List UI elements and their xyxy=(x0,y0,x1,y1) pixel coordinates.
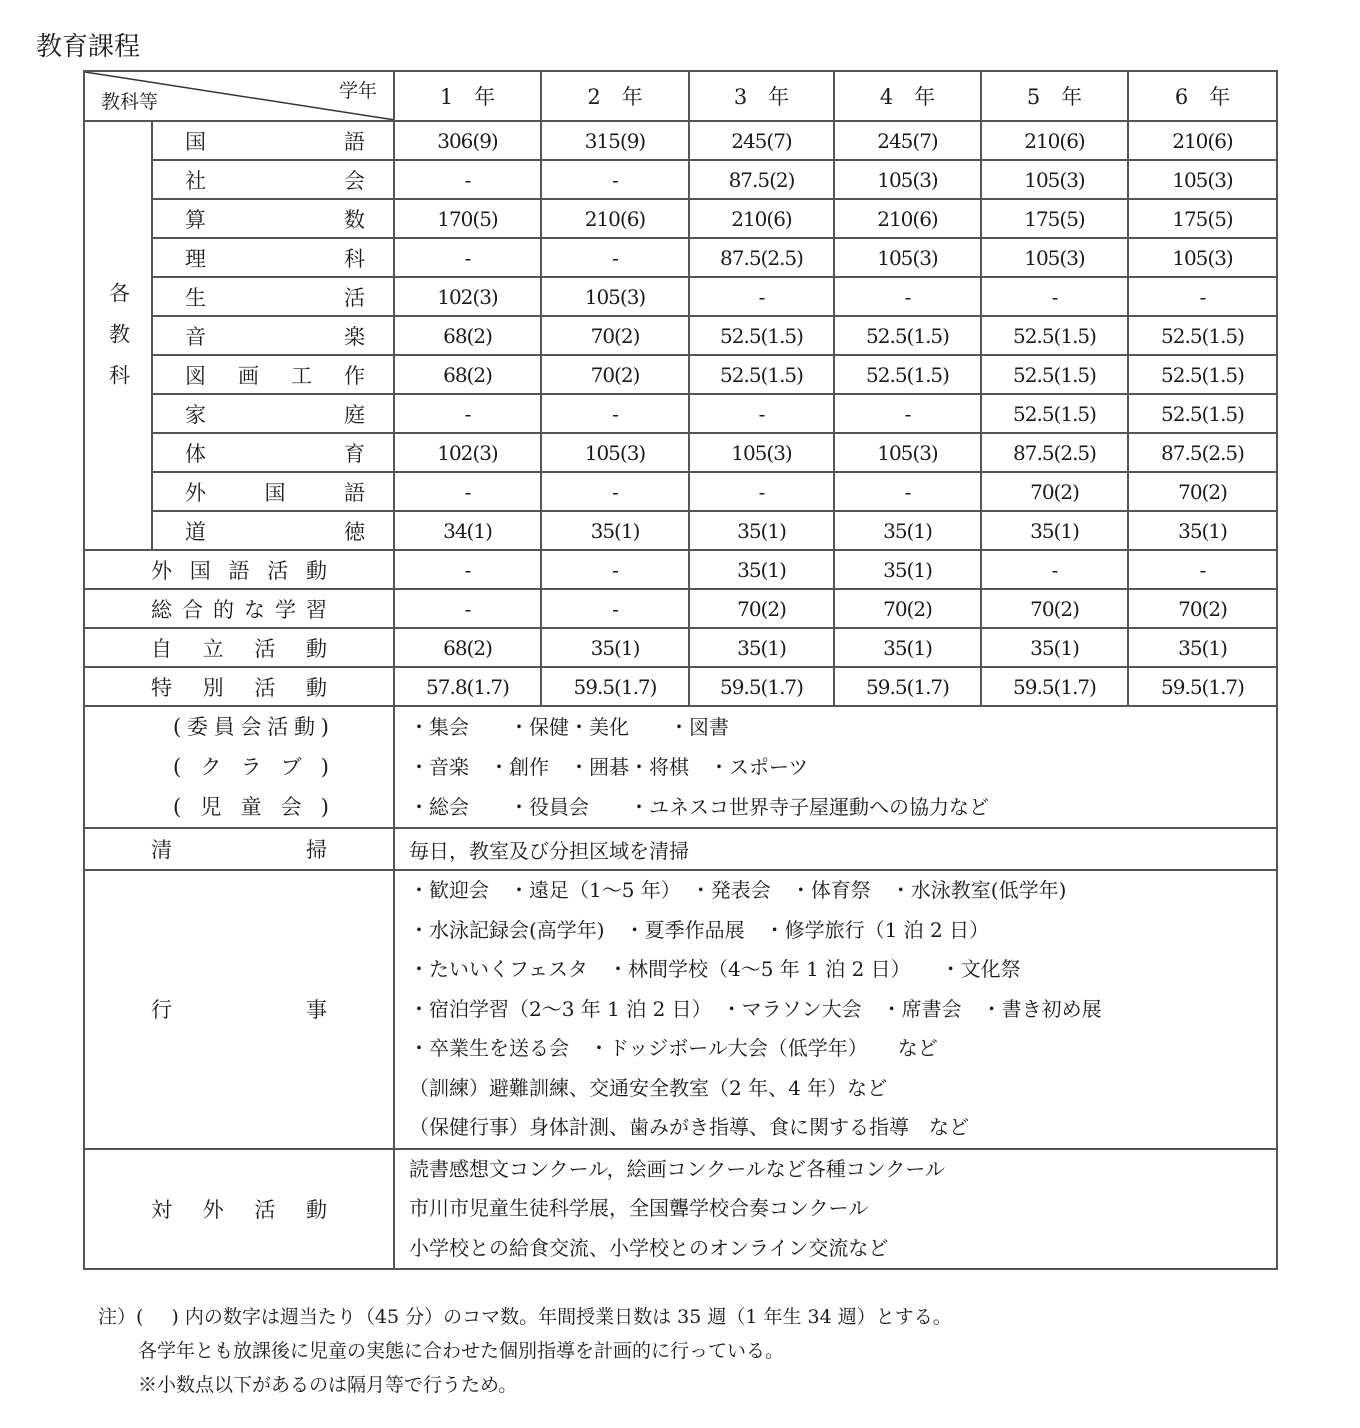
hours-cell: 35(1) xyxy=(689,550,834,589)
hours-cell: 35(1) xyxy=(1128,511,1277,550)
table-row xyxy=(84,628,1277,667)
external-activities-row-name: 対外活動 xyxy=(84,1149,394,1270)
hours-cell: 52.5(1.5) xyxy=(981,394,1128,433)
hours-cell: 87.5(2) xyxy=(689,160,834,199)
footnotes xyxy=(98,1300,952,1402)
hours-cell: 59.5(1.7) xyxy=(689,667,834,706)
hours-cell: 175(5) xyxy=(1128,199,1277,238)
hours-cell: - xyxy=(689,394,834,433)
hours-cell: - xyxy=(394,160,541,199)
hours-cell: 52.5(1.5) xyxy=(689,316,834,355)
hours-cell: 105(3) xyxy=(981,238,1128,277)
grade-header: 2 年 xyxy=(541,71,689,121)
subject-name: 国語 xyxy=(152,121,394,160)
hours-cell: 105(3) xyxy=(689,433,834,472)
hours-cell: 210(6) xyxy=(1128,121,1277,160)
events-row xyxy=(84,870,1277,1149)
hours-cell: 52.5(1.5) xyxy=(981,316,1128,355)
events-row-line: ・歓迎会 ・遠足（1～5 年） ・発表会 ・体育祭 ・水泳教室(低学年) xyxy=(409,878,1067,902)
hours-cell: 35(1) xyxy=(689,628,834,667)
grade-header: 6 年 xyxy=(1128,71,1277,121)
hours-cell: 87.5(2.5) xyxy=(689,238,834,277)
hours-cell: 57.8(1.7) xyxy=(394,667,541,706)
table-row xyxy=(84,433,1277,472)
hours-cell: 70(2) xyxy=(541,355,689,394)
grade-header: 1 年 xyxy=(394,71,541,121)
table-row xyxy=(84,355,1277,394)
hours-cell: 34(1) xyxy=(394,511,541,550)
events-row-line: ・卒業生を送る会 ・ドッジボール大会（低学年） など xyxy=(409,1036,938,1060)
subject-name: 算数 xyxy=(152,199,394,238)
hours-cell: 52.5(1.5) xyxy=(834,355,981,394)
hours-cell: 105(3) xyxy=(1128,160,1277,199)
hours-cell: 52.5(1.5) xyxy=(834,316,981,355)
hours-cell: 306(9) xyxy=(394,121,541,160)
hours-cell: 70(2) xyxy=(981,589,1128,628)
hours-cell: 70(2) xyxy=(689,589,834,628)
hours-cell: 70(2) xyxy=(834,589,981,628)
hours-cell: - xyxy=(394,472,541,511)
hours-cell: - xyxy=(689,472,834,511)
hours-cell: 52.5(1.5) xyxy=(689,355,834,394)
table-row xyxy=(84,472,1277,511)
subject-name: 図画工作 xyxy=(152,355,394,394)
hours-cell: 102(3) xyxy=(394,433,541,472)
table-row xyxy=(84,277,1277,316)
table-row xyxy=(84,160,1277,199)
table-row xyxy=(84,589,1277,628)
header-row xyxy=(84,71,1277,121)
table-row xyxy=(84,667,1277,706)
hours-cell: 68(2) xyxy=(394,355,541,394)
footnote-line: ※小数点以下があるのは隔月等で行うため。 xyxy=(138,1374,518,1396)
hours-cell: 70(2) xyxy=(1128,472,1277,511)
hours-cell: 210(6) xyxy=(834,199,981,238)
hours-cell: - xyxy=(834,277,981,316)
hours-cell: 59.5(1.7) xyxy=(1128,667,1277,706)
grade-header: 5 年 xyxy=(981,71,1128,121)
external-activities-row-line: 市川市児童生徒科学展，全国聾学校合奏コンクール xyxy=(409,1196,869,1220)
grade-header: 3 年 xyxy=(689,71,834,121)
hours-cell: - xyxy=(981,550,1128,589)
activity-name: 外国語活動 xyxy=(84,550,394,589)
footnote-line: 注）( ) 内の数字は週当たり（45 分）のコマ数。年間授業日数は 35 週（1 年生 34 週）とする。 xyxy=(98,1306,952,1328)
hours-cell: 170(5) xyxy=(394,199,541,238)
table-row xyxy=(84,316,1277,355)
special-activity-name: (児童会) xyxy=(173,795,329,819)
hours-cell: 35(1) xyxy=(834,511,981,550)
hours-cell: 70(2) xyxy=(1128,589,1277,628)
curriculum-table xyxy=(83,70,1278,1270)
hours-cell: - xyxy=(834,394,981,433)
table-row xyxy=(84,394,1277,433)
hours-cell: - xyxy=(541,589,689,628)
subjects-group-text: 各教科 xyxy=(106,282,131,405)
hours-cell: 68(2) xyxy=(394,316,541,355)
events-row-line: ・たいいくフェスタ ・林間学校（4～5 年 1 泊 2 日） ・文化祭 xyxy=(409,957,1021,981)
subject-name: 家庭 xyxy=(152,394,394,433)
hours-cell: 210(6) xyxy=(981,121,1128,160)
hours-cell: 175(5) xyxy=(981,199,1128,238)
hours-cell: 52.5(1.5) xyxy=(1128,355,1277,394)
hours-cell: - xyxy=(541,550,689,589)
subjects-group-label xyxy=(84,121,152,550)
hours-cell: 59.5(1.7) xyxy=(981,667,1128,706)
external-activities-row-line: 小学校との給食交流、小学校とのオンライン交流など xyxy=(409,1235,889,1260)
hours-cell: - xyxy=(1128,550,1277,589)
hours-cell: 70(2) xyxy=(541,316,689,355)
hours-cell: 105(3) xyxy=(834,433,981,472)
external-activities-row-details xyxy=(394,1149,1277,1270)
table-row xyxy=(84,550,1277,589)
subject-name: 理科 xyxy=(152,238,394,277)
hours-cell: 52.5(1.5) xyxy=(1128,394,1277,433)
corner-header xyxy=(84,71,394,121)
events-row-line: （保健行事）身体計測、歯みがき指導、食に関する指導 など xyxy=(409,1115,969,1139)
grade-axis-label: 学年 xyxy=(338,80,377,102)
hours-cell: - xyxy=(394,550,541,589)
subject-name: 道徳 xyxy=(152,511,394,550)
hours-cell: 70(2) xyxy=(981,472,1128,511)
hours-cell: 87.5(2.5) xyxy=(1128,433,1277,472)
special-activity-name: (委員会活動) xyxy=(173,715,329,739)
hours-cell: 59.5(1.7) xyxy=(834,667,981,706)
hours-cell: - xyxy=(541,472,689,511)
subject-axis-label: 教科等 xyxy=(101,91,159,113)
hours-cell: 59.5(1.7) xyxy=(541,667,689,706)
hours-cell: 35(1) xyxy=(981,628,1128,667)
hours-cell: - xyxy=(394,394,541,433)
special-activity-name: (クラブ) xyxy=(173,755,329,779)
hours-cell: - xyxy=(1128,277,1277,316)
hours-cell: - xyxy=(981,277,1128,316)
events-row-line: （訓練）避難訓練、交通安全教室（2 年、4 年）など xyxy=(409,1075,888,1100)
hours-cell: 315(9) xyxy=(541,121,689,160)
events-row-line: ・水泳記録会(高学年) ・夏季作品展 ・修学旅行（1 泊 2 日） xyxy=(409,917,990,942)
cleaning-text: 毎日，教室及び分担区域を清掃 xyxy=(394,828,1277,870)
subject-name: 音楽 xyxy=(152,316,394,355)
hours-cell: 35(1) xyxy=(541,628,689,667)
activity-name: 総合的な学習 xyxy=(84,589,394,628)
hours-cell: - xyxy=(541,160,689,199)
hours-cell: 105(3) xyxy=(1128,238,1277,277)
subject-name: 社会 xyxy=(152,160,394,199)
hours-cell: - xyxy=(394,589,541,628)
table-row xyxy=(84,121,1277,160)
external-activities-row xyxy=(84,1149,1277,1270)
special-activities-row xyxy=(84,706,1277,828)
hours-cell: - xyxy=(541,394,689,433)
cleaning-row xyxy=(84,828,1277,870)
special-activity-text: ・総会 ・役員会 ・ユネスコ世界寺子屋運動への協力など xyxy=(409,795,989,819)
special-activity-text: ・集会 ・保健・美化 ・図書 xyxy=(409,715,729,739)
hours-cell: 105(3) xyxy=(834,160,981,199)
footnote-line: 各学年とも放課後に児童の実態に合わせた個別指導を計画的に行っている。 xyxy=(138,1340,785,1362)
hours-cell: 102(3) xyxy=(394,277,541,316)
hours-cell: 210(6) xyxy=(541,199,689,238)
hours-cell: - xyxy=(541,238,689,277)
hours-cell: 52.5(1.5) xyxy=(1128,316,1277,355)
activity-name: 特別活動 xyxy=(84,667,394,706)
hours-cell: 35(1) xyxy=(541,511,689,550)
table-row xyxy=(84,238,1277,277)
hours-cell: 35(1) xyxy=(981,511,1128,550)
external-activities-row-line: 読書感想文コンクール，絵画コンクールなど各種コンクール xyxy=(409,1156,945,1181)
hours-cell: 68(2) xyxy=(394,628,541,667)
hours-cell: - xyxy=(834,472,981,511)
hours-cell: - xyxy=(394,238,541,277)
hours-cell: 35(1) xyxy=(834,628,981,667)
events-row-line: ・宿泊学習（2～3 年 1 泊 2 日） ・マラソン大会 ・席書会 ・書き初め展 xyxy=(409,996,1102,1021)
subject-name: 体育 xyxy=(152,433,394,472)
special-activity-names xyxy=(84,706,394,828)
hours-cell: 245(7) xyxy=(689,121,834,160)
hours-cell: 35(1) xyxy=(1128,628,1277,667)
activity-name: 自立活動 xyxy=(84,628,394,667)
hours-cell: 105(3) xyxy=(541,433,689,472)
hours-cell: 105(3) xyxy=(834,238,981,277)
grade-header: 4 年 xyxy=(834,71,981,121)
special-activity-details xyxy=(394,706,1277,828)
special-activity-text: ・音楽 ・創作 ・囲碁・将棋 ・スポーツ xyxy=(409,755,809,779)
events-row-details xyxy=(394,870,1277,1149)
hours-cell: 210(6) xyxy=(689,199,834,238)
cleaning-name: 清掃 xyxy=(84,828,394,870)
hours-cell: 105(3) xyxy=(981,160,1128,199)
hours-cell: 52.5(1.5) xyxy=(981,355,1128,394)
events-row-name: 行事 xyxy=(84,870,394,1149)
hours-cell: 245(7) xyxy=(834,121,981,160)
hours-cell: 35(1) xyxy=(689,511,834,550)
table-row xyxy=(84,199,1277,238)
hours-cell: 35(1) xyxy=(834,550,981,589)
hours-cell: 105(3) xyxy=(541,277,689,316)
hours-cell: 87.5(2.5) xyxy=(981,433,1128,472)
page-title: 教育課程 xyxy=(36,32,141,62)
subject-name: 生活 xyxy=(152,277,394,316)
subject-name: 外国語 xyxy=(152,472,394,511)
hours-cell: - xyxy=(689,277,834,316)
table-row xyxy=(84,511,1277,550)
